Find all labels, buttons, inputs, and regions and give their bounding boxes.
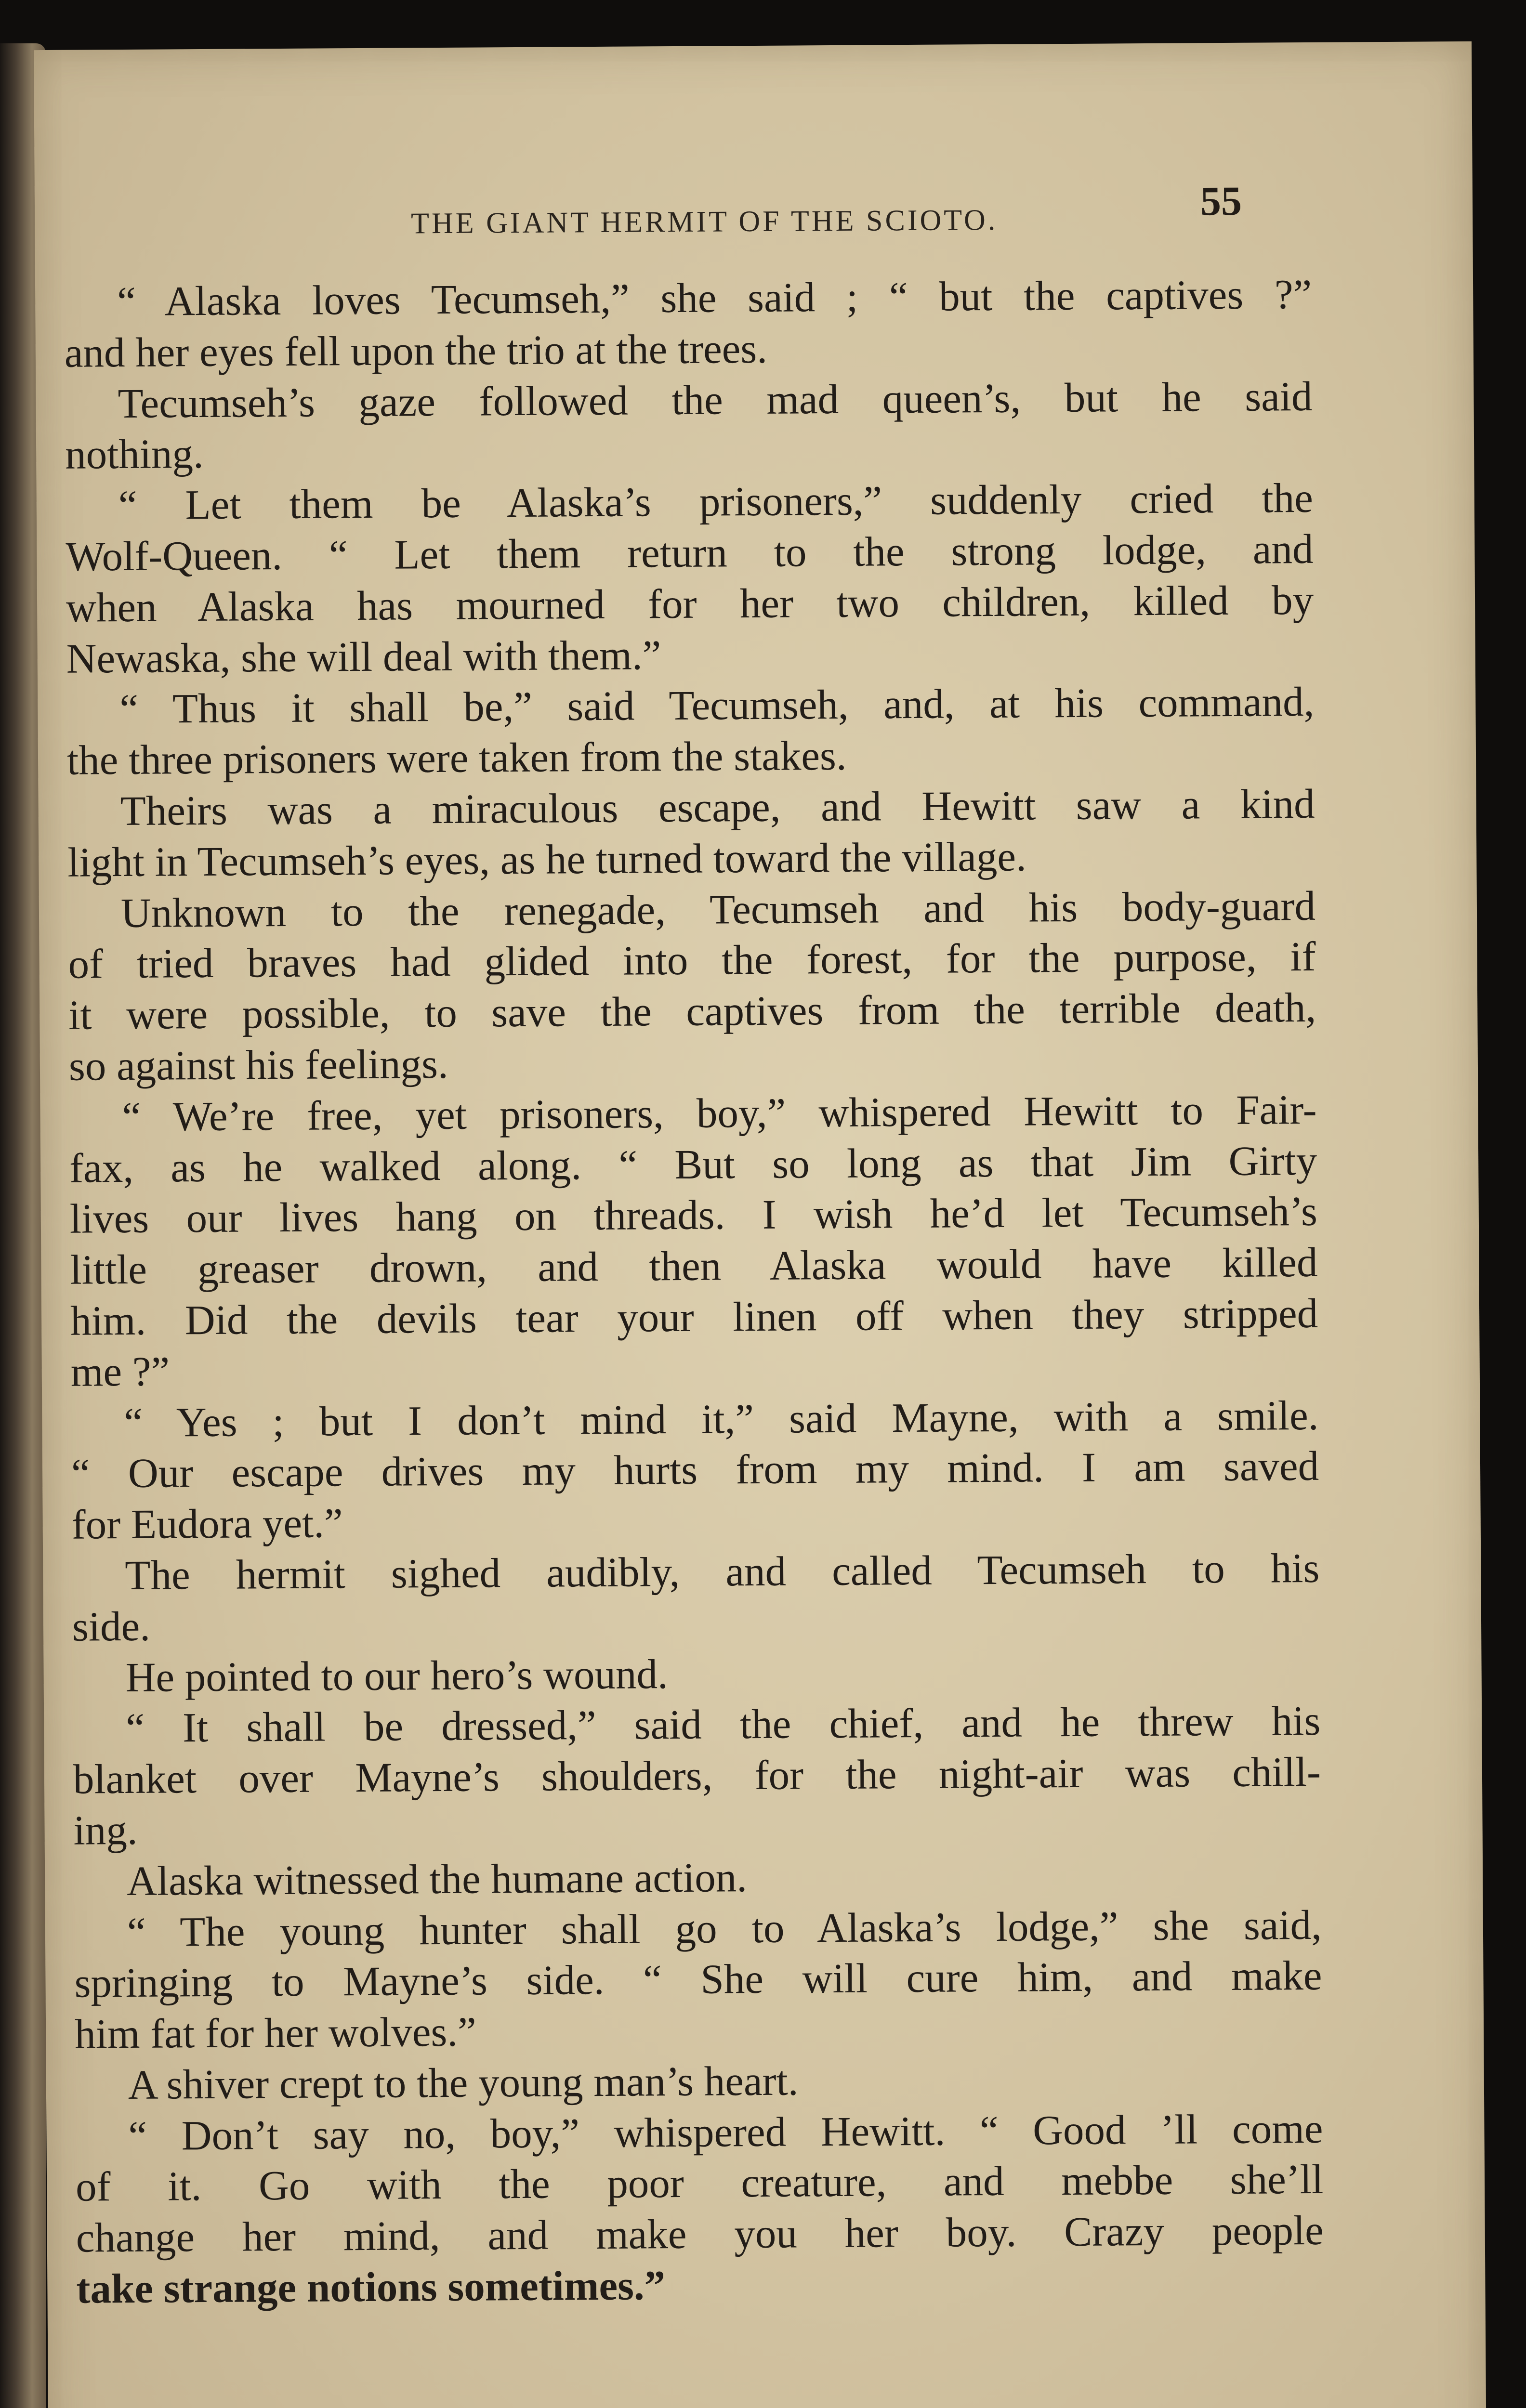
text-line: little greaser drown, and then Alaska would have killed: [70, 1239, 1318, 1293]
running-head: THE GIANT HERMIT OF THE SCIOTO.: [410, 203, 998, 240]
text-line: Wolf-Queen. “ Let them return to the strong lodge, and: [66, 525, 1314, 580]
text-line: “ Our escape drives my hurts from my mind. I am saved: [71, 1442, 1319, 1497]
text-line: “ Yes ; but I don’t mind it,” said Mayne, with a smile.: [124, 1391, 1319, 1446]
text-line: fax, as he walked along. “ But so long as that Jim Girty: [69, 1137, 1317, 1191]
text-line: Tecumseh’s gaze followed the mad queen’s, but he said: [118, 372, 1313, 427]
text-line: me ?”: [70, 1348, 170, 1395]
text-line: “ Thus it shall be,” said Tecumseh, and, at his command,: [119, 678, 1315, 733]
page-number: 55: [1200, 177, 1242, 224]
page-sheet: [34, 41, 1487, 2408]
text-line: take strange notions sometimes.”: [76, 2262, 666, 2312]
text-line: A shiver crept to the young man’s heart.: [128, 2057, 799, 2108]
text-line: The hermit sighed audibly, and called Tecumseh to his: [125, 1544, 1320, 1598]
text-line: “ Don’t say no, boy,” whispered Hewitt. “ Good ’ll come: [128, 2105, 1323, 2159]
text-line: it were possible, to save the captives from the terrible death,: [68, 984, 1316, 1038]
text-line: Alaska witnessed the humane action.: [126, 1853, 748, 1904]
text-line: “ The young hunter shall go to Alaska’s lodge,” she said,: [127, 1901, 1322, 1955]
text-line: light in Tecumseh’s eyes, as he turned toward the village.: [67, 833, 1026, 886]
text-line: and her eyes fell upon the trio at the trees.: [64, 325, 768, 376]
text-line: Unknown to the renegade, Tecumseh and his body-guard: [120, 882, 1316, 936]
text-line: lives our lives hang on threads. I wish he’d let Tecumseh’s: [69, 1188, 1318, 1243]
text-line: “ We’re free, yet prisoners, boy,” whispered Hewitt to Fair-: [122, 1086, 1317, 1140]
text-line: ing.: [73, 1806, 138, 1854]
text-line: He pointed to our hero’s wound.: [125, 1650, 668, 1701]
text-line: of it. Go with the poor creature, and mebbe she’ll: [75, 2156, 1324, 2211]
text-line: “ Alaska loves Tecumseh,” she said ; “ but the captives ?”: [117, 270, 1312, 325]
text-line: Theirs was a miraculous escape, and Hewitt saw a kind: [120, 780, 1315, 835]
text-line: for Eudora yet.”: [71, 1499, 343, 1548]
text-line: the three prisoners were taken from the stakes.: [66, 732, 847, 784]
text-line: Newaska, she will deal with them.”: [66, 631, 661, 682]
text-line: nothing.: [65, 430, 204, 478]
text-line: “ It shall be dressed,” said the chief, and he threw his: [126, 1697, 1321, 1752]
text-line: so against his feelings.: [68, 1040, 448, 1089]
text-line: “ Let them be Alaska’s prisoners,” suddenly cried the: [118, 474, 1314, 529]
text-line: change her mind, and make you her boy. Crazy people: [76, 2207, 1324, 2261]
text-line: him. Did the devils tear your linen off when they stripped: [70, 1289, 1318, 1344]
body-text: [64, 269, 1324, 2315]
text-line: him fat for her wolves.”: [74, 2008, 476, 2057]
text-line: of tried braves had glided into the forest, for the purpose, if: [68, 933, 1316, 988]
text-line: side.: [72, 1602, 151, 1650]
text-line: blanket over Mayne’s shoulders, for the night-air was chill-: [73, 1748, 1321, 1803]
text-line: springing to Mayne’s side. “ She will cure him, and make: [74, 1952, 1322, 2006]
text-line: when Alaska has mourned for her two children, killed by: [66, 576, 1314, 631]
